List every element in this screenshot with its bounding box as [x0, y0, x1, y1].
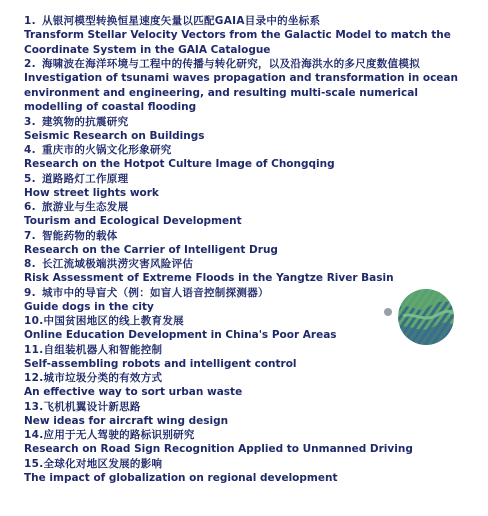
item-title-zh: 6. 旅游业与生态发展 — [24, 201, 129, 213]
item-number: 14. — [24, 429, 44, 441]
item-number: 13. — [24, 400, 44, 413]
item-title-zh: 5. 道路路灯工作原理 — [24, 172, 129, 185]
item-title-en: Investigation of tsunami waves propagation and transformation in ocean environment and engineering, and resulting multi-scale numerical modelling of coastal flooding — [24, 72, 458, 113]
list-item — [24, 115, 464, 144]
item-title-zh: 9. 城市中的导盲犬（例：如盲人语音控制探测器） — [24, 286, 269, 299]
list-item — [24, 143, 464, 172]
item-title-en: Research on Road Sign Recognition Applied to Unmanned Driving — [24, 443, 413, 455]
item-number: 5. — [24, 172, 36, 185]
item-number: 15. — [24, 457, 44, 470]
item-title-en: Tourism and Ecological Development — [24, 215, 242, 227]
list-item — [24, 343, 464, 372]
item-number: 10. — [24, 315, 44, 327]
planet-icon — [397, 288, 455, 346]
item-title-zh: 15.全球化对地区发展的影响 — [24, 457, 163, 470]
item-number: 12. — [24, 372, 44, 384]
item-title-zh: 10.中国贫困地区的线上教育发展 — [24, 315, 184, 327]
topic-list — [24, 14, 464, 485]
item-title-en: Seismic Research on Buildings — [24, 129, 205, 142]
item-title-en: An effective way to sort urban waste — [24, 386, 243, 398]
list-item — [24, 400, 464, 429]
item-title-en: Risk Assessment of Extreme Floods in the Yangtze River Basin — [24, 272, 394, 284]
item-title-zh: 3. 建筑物的抗震研究 — [24, 115, 129, 128]
list-item — [24, 257, 464, 286]
item-title-en: New ideas for aircraft wing design — [24, 414, 229, 427]
item-title-zh: 7. 智能药物的载体 — [24, 229, 118, 242]
item-number: 3. — [24, 115, 36, 128]
item-title-en: Online Education Development in China's Poor Areas — [24, 329, 337, 341]
item-title-zh: 11.自组装机器人和智能控制 — [24, 343, 163, 356]
item-title-en: How street lights work — [24, 186, 159, 199]
item-number: 2. — [24, 58, 36, 70]
item-number: 1. — [24, 15, 36, 27]
item-number: 7. — [24, 229, 36, 242]
list-item — [24, 457, 464, 486]
item-title-en: Guide dogs in the city — [24, 300, 154, 313]
list-item — [24, 229, 464, 258]
item-number: 11. — [24, 343, 44, 356]
list-item — [24, 57, 464, 115]
item-title-zh: 1. 从银河模型转换恒星速度矢量以匹配GAIA目录中的坐标系 — [24, 15, 321, 27]
item-number: 4. — [24, 144, 36, 156]
item-title-en: Transform Stellar Velocity Vectors from the Galactic Model to match the Coordinate System in the GAIA Catalogue — [24, 29, 451, 56]
list-item — [24, 14, 464, 57]
item-title-zh: 13.飞机机翼设计新思路 — [24, 400, 141, 413]
item-title-zh: 4. 重庆市的火锅文化形象研究 — [24, 144, 172, 156]
moon-icon — [384, 308, 392, 316]
item-title-en: The impact of globalization on regional development — [24, 471, 338, 484]
item-title-en: Research on the Hotpot Culture Image of Chongqing — [24, 158, 335, 170]
list-item — [24, 172, 464, 201]
list-item — [24, 200, 464, 229]
item-number: 6. — [24, 201, 36, 213]
list-item — [24, 428, 464, 457]
item-number: 8. — [24, 258, 36, 270]
item-title-zh: 8. 长江流域极端洪涝灾害风险评估 — [24, 258, 194, 270]
list-item — [24, 371, 464, 400]
item-title-zh: 14.应用于无人驾驶的路标识别研究 — [24, 429, 195, 441]
item-number: 9. — [24, 286, 36, 299]
item-title-en: Self-assembling robots and intelligent control — [24, 357, 297, 370]
item-title-en: Research on the Carrier of Intelligent Drug — [24, 243, 278, 256]
item-title-zh: 12.城市垃圾分类的有效方式 — [24, 372, 163, 384]
item-title-zh: 2. 海啸波在海洋环境与工程中的传播与转化研究，以及沿海洪水的多尺度数值模拟 — [24, 58, 420, 70]
